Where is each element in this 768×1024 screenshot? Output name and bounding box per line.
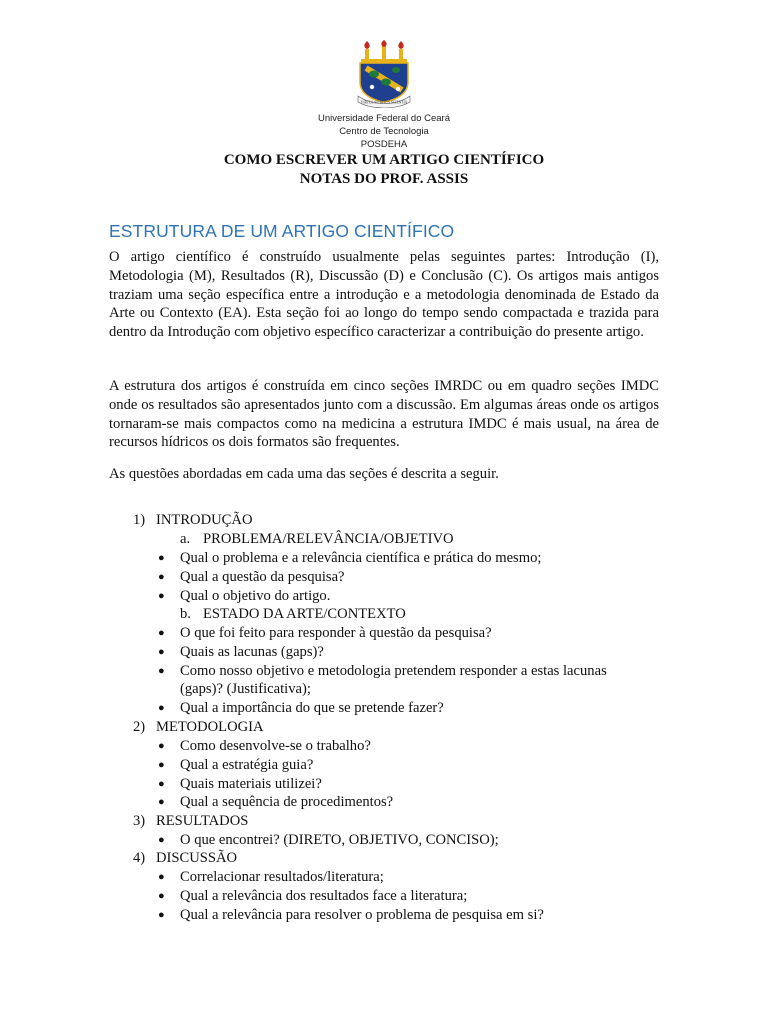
bullet-icon: ● — [158, 552, 165, 564]
paragraph-1: O artigo científico é construído usualmente pelas seguintes partes: Introdução (I), Metodologia (M), Resultados (R), Discussão (D) e Conclusão (C). Os artigos mais antigos traziam uma seção específica entre a introdução e a metodologia denominada de Estado da Arte ou Contexto (EA). Esta seção foi ao longo do tempo sendo compactada e trazida para dentro da Introdução com objetivo específico caracterizar a contribuição do presente artigo. — [109, 249, 659, 341]
list-item: Qual a importância do que se pretende fazer? — [180, 700, 444, 716]
bullet-icon: ● — [158, 665, 165, 677]
list-number: a. — [180, 531, 191, 547]
list-item: PROBLEMA/RELEVÂNCIA/OBJETIVO — [203, 531, 454, 547]
list-item-continuation: (gaps)? (Justificativa); — [180, 681, 311, 697]
list-item: METODOLOGIA — [156, 719, 264, 735]
list-item: Qual o problema e a relevância científica e prática do mesmo; — [180, 550, 542, 566]
list-item: RESULTADOS — [156, 813, 249, 829]
list-item: DISCUSSÃO — [156, 850, 238, 866]
list-item: Qual a estratégia guia? — [180, 757, 314, 773]
bullet-icon: ● — [158, 590, 165, 602]
bullet-icon: ● — [158, 890, 165, 902]
center-name: Centro de Tecnologia — [339, 126, 429, 137]
bullet-icon: ● — [158, 778, 165, 790]
torches-icon — [361, 40, 407, 63]
document-subtitle: NOTAS DO PROF. ASSIS — [299, 171, 469, 187]
list-number: 4) — [133, 850, 146, 866]
bullet-icon: ● — [158, 834, 165, 846]
bullet-icon: ● — [158, 646, 165, 658]
bullet-icon: ● — [158, 909, 165, 921]
list-number: b. — [180, 606, 191, 622]
bullet-icon: ● — [158, 759, 165, 771]
list-item: Qual o objetivo do artigo. — [180, 588, 331, 604]
bullet-icon: ● — [158, 740, 165, 752]
bullet-icon: ● — [158, 702, 165, 714]
paragraph-3: As questões abordadas em cada uma das seções é descrita a seguir. — [109, 466, 499, 482]
program-name: POSDEHA — [360, 139, 408, 150]
list-item: Correlacionar resultados/literatura; — [180, 869, 384, 885]
list-item: Quais as lacunas (gaps)? — [180, 644, 324, 660]
list-number: 1) — [133, 512, 146, 528]
list-item: Como nosso objetivo e metodologia pretendem responder a estas lacunas — [180, 663, 607, 679]
list-item: Qual a relevância para resolver o problema de pesquisa em si? — [180, 907, 544, 923]
list-number: 2) — [133, 719, 146, 735]
bullet-icon: ● — [158, 627, 165, 639]
paragraph-2: A estrutura dos artigos é construída em cinco seções IMRDC ou em quadro seções IMDC onde os resultados são apresentados junto com a discussão. Em algumas áreas onde os artigos tornaram-se mais compactos como na medicina a estrutura IMDC é mais usual, na área de recursos hídricos os dois formatos são frequentes. — [109, 378, 659, 451]
document-title: COMO ESCREVER UM ARTIGO CIENTÍFICO — [223, 152, 545, 168]
bullet-icon: ● — [158, 796, 165, 808]
bullet-icon: ● — [158, 571, 165, 583]
list-number: 3) — [133, 813, 146, 829]
list-item: Qual a sequência de procedimentos? — [180, 794, 394, 810]
list-item: Como desenvolve-se o trabalho? — [180, 738, 371, 754]
list-item: O que foi feito para responder à questão da pesquisa? — [180, 625, 492, 641]
list-item: Qual a questão da pesquisa? — [180, 569, 345, 585]
bullet-icon: ● — [158, 871, 165, 883]
university-crest-logo — [352, 40, 416, 108]
university-name: Universidade Federal do Ceará — [317, 113, 451, 124]
crest-motto: VIRTUS SPIRITUS SCIENTIA — [360, 100, 408, 105]
list-item: INTRODUÇÃO — [156, 512, 253, 528]
list-item: Qual a relevância dos resultados face a literatura; — [180, 888, 468, 904]
list-item: Quais materiais utilizei? — [180, 776, 322, 792]
list-item: ESTADO DA ARTE/CONTEXTO — [203, 606, 406, 622]
list-item: O que encontrei? (DIRETO, OBJETIVO, CONCISO); — [180, 832, 499, 848]
section-heading: ESTRUTURA DE UM ARTIGO CIENTÍFICO — [109, 221, 455, 241]
